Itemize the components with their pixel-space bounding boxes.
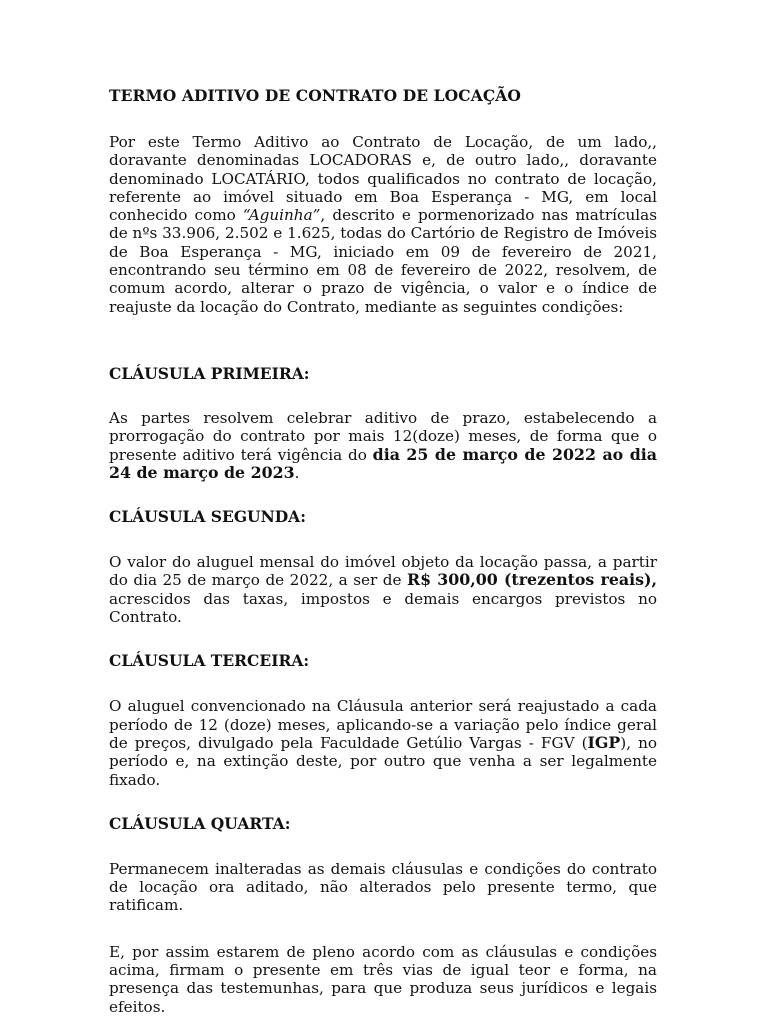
preamble-text-part2: , descrito e pormenorizado nas matrículas de nºs 33.906, 2.502 e 1.625, todas do Cartório de Registro de Imóveis de Boa Esperança - MG, iniciado em 09 de fevereiro de 2021, encontrando seu término em 08 de fevereiro de 2022, resolvem, de comum acordo, alterar o prazo de vigência, o valor e o índice de reajuste da locação do Contrato, mediante as seguintes condições:: [109, 206, 658, 316]
clause-2-text-after: acrescidos das taxas, impostos e demais encargos previstos no Contrato.: [109, 589, 657, 627]
closing-paragraph: E, por assim estarem de pleno acordo com as cláusulas e condições acima, firmam o presente em três vias de igual teor e forma, na presença das testemunhas, para que produza seus jurídicos e legais efeitos.: [109, 942, 657, 1016]
clause-1-text: [109, 409, 657, 482]
clause-3-text: [109, 697, 657, 788]
preamble-paragraph: [109, 133, 657, 316]
clause-4-text: Permanecem inalteradas as demais cláusulas e condições do contrato de locação ora aditado, não alterados pelo presente termo, que ratificam.: [109, 859, 657, 915]
clause-3-text-before: O aluguel convencionado na Cláusula anterior será reajustado a cada período de 12 (doze) meses, aplicando-se a variação pelo índice geral de preços, divulgado pela Faculdade Getúlio Vargas - FGV (: [109, 697, 657, 752]
clause-2-title: CLÁUSULA SEGUNDA:: [109, 507, 306, 527]
clause-3-title: CLÁUSULA TERCEIRA:: [109, 651, 310, 671]
clause-4-title: CLÁUSULA QUARTA:: [109, 813, 291, 833]
clause-1-term-dates: dia 25 de março de 2022 ao dia 24 de março de 2023: [109, 444, 657, 482]
document-page: [109, 86, 657, 1016]
clause-1-title: CLÁUSULA PRIMEIRA:: [109, 363, 310, 383]
preamble-place-name: “Aguinha”: [242, 206, 321, 225]
document-title: TERMO ADITIVO DE CONTRATO DE LOCAÇÃO: [109, 86, 522, 105]
clause-2-rent-value: R$ 300,00 (trezentos reais),: [407, 570, 657, 590]
clause-2-text-before: O valor do aluguel mensal do imóvel objeto da locação passa, a partir do dia 25 de março de 2022, a ser de: [109, 553, 657, 590]
clause-1-text-after: .: [294, 463, 300, 482]
clause-1-text-before: As partes resolvem celebrar aditivo de prazo, estabelecendo a prorrogação do contrato por mais 12(doze) meses, de forma que o presente aditivo terá vigência do: [109, 408, 657, 464]
clause-3-text-after: ), no período e, na extinção deste, por outro que venha a ser legalmente fixado.: [109, 733, 657, 789]
clause-2-text: [109, 553, 657, 626]
preamble-text-part1: Por este Termo Aditivo ao Contrato de Locação, de um lado,, doravante denominadas LOCADORAS e, de outro lado,, doravante denominado LOCATÁRIO, todos qualificados no contrato de locação, referente ao imóvel situado em Boa Esperança - MG, em local conhecido como: [109, 133, 657, 225]
clause-3-index-name: IGP: [587, 732, 621, 752]
